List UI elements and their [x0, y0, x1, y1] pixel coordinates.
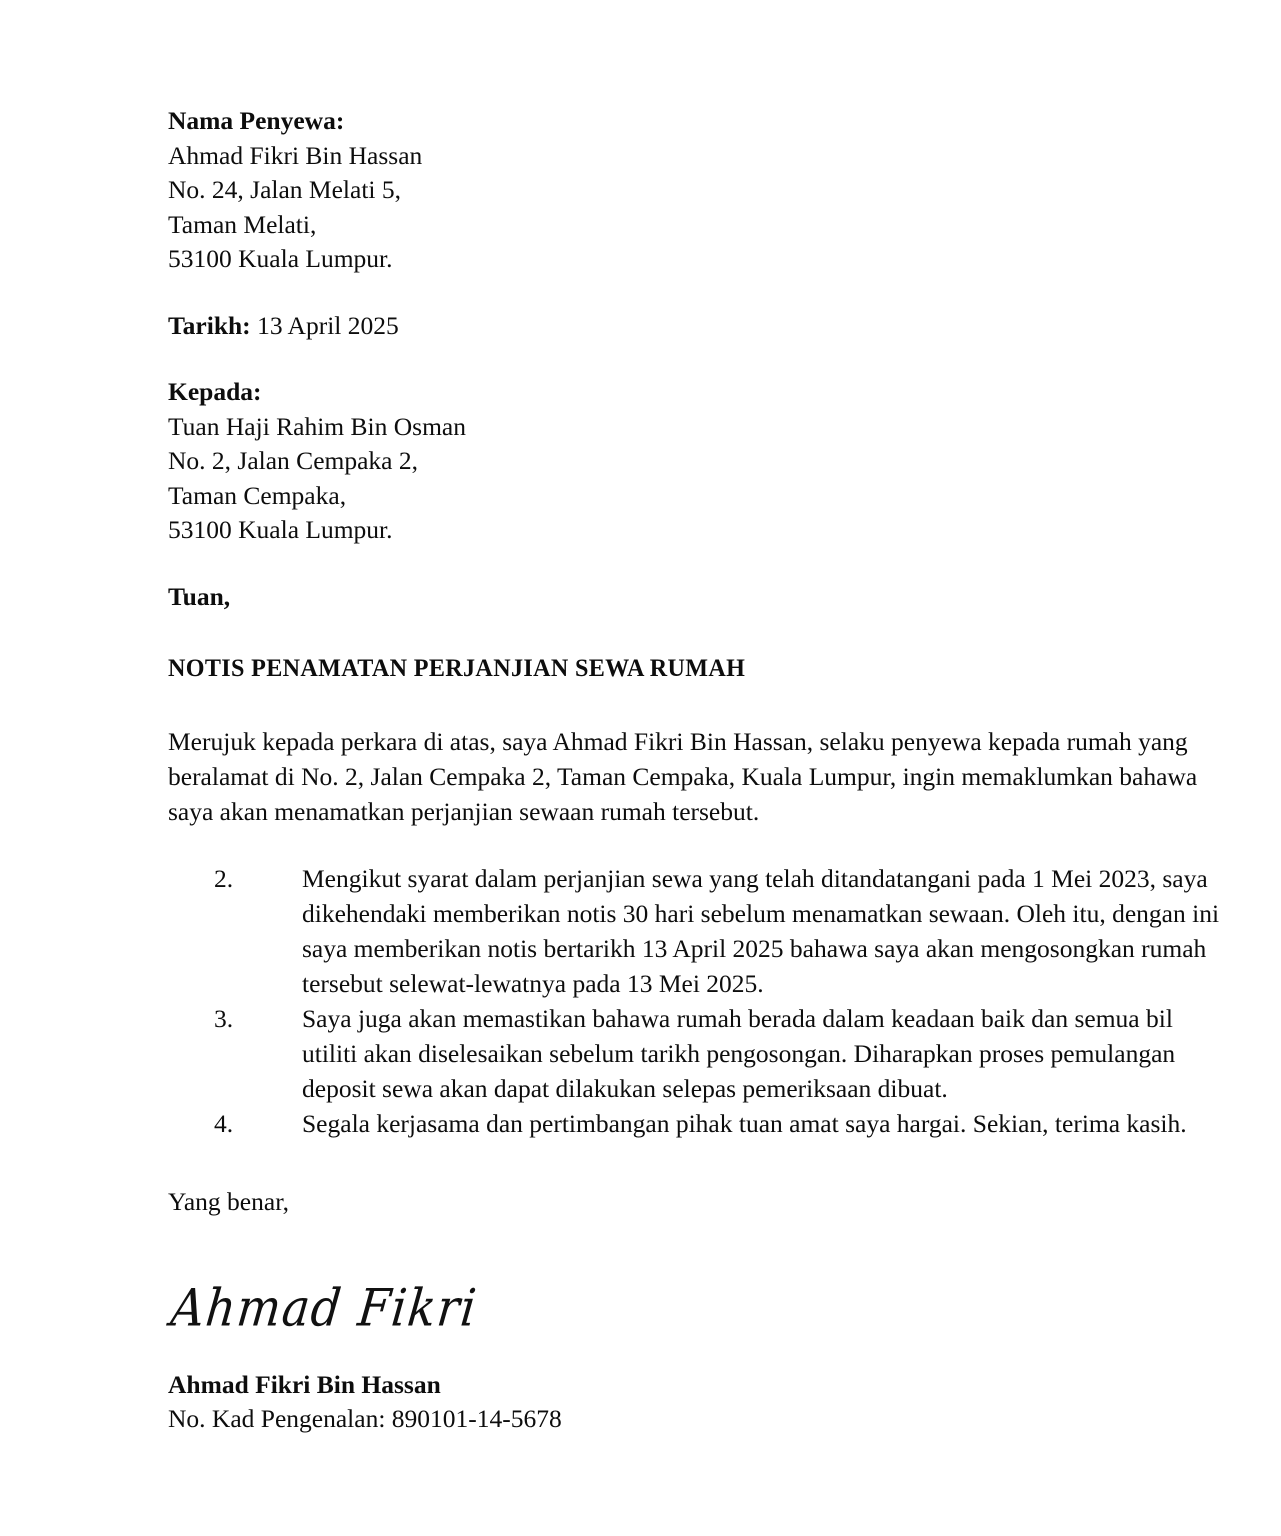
- recipient-address-line-2: Taman Cempaka,: [168, 480, 347, 510]
- date-line: [168, 309, 1225, 344]
- list-item: [214, 861, 1225, 1001]
- spacer: [168, 277, 1225, 309]
- list-item-text: Mengikut syarat dalam perjanjian sewa yang telah ditandatangani pada 1 Mei 2023, saya dikehendaki memberikan notis 30 hari sebelum menamatkan sewaan. Oleh itu, dengan ini saya memberikan notis bertarikh 13 April 2025 bahawa saya akan mengosongkan rumah tersebut selewat-lewatnya pada 13 Mei 2025.: [302, 864, 1220, 998]
- handwritten-signature: Ahmad Fikri: [168, 1276, 481, 1338]
- salutation: Tuan,: [168, 581, 231, 611]
- spacer: [168, 1220, 1225, 1282]
- spacer: [168, 614, 1225, 652]
- list-item-marker: 4.: [214, 1109, 234, 1138]
- spacer: [168, 1340, 1225, 1368]
- list-item: [214, 1001, 1225, 1106]
- sender-block: [168, 104, 1225, 277]
- sender-address-line-2: Taman Melati,: [168, 209, 317, 239]
- list-item-text: Saya juga akan memastikan bahawa rumah berada dalam keadaan baik dan semua bil utiliti akan diselesaikan sebelum tarikh pengosongan. Diharapkan proses pemulangan deposit sewa akan dapat dilakukan selepas pemeriksaan dibuat.: [302, 1004, 1176, 1103]
- sender-address-line-1: No. 24, Jalan Melati 5,: [168, 175, 401, 204]
- spacer: [168, 686, 1225, 724]
- recipient-label: Kepada:: [168, 377, 262, 406]
- list-item-text: Segala kerjasama dan pertimbangan pihak tuan amat saya hargai. Sekian, terima kasih.: [302, 1109, 1187, 1138]
- notice-list: [168, 861, 1225, 1141]
- recipient-name: Tuan Haji Rahim Bin Osman: [168, 411, 466, 441]
- signatory-ic-number: No. Kad Pengenalan: 890101-14-5678: [168, 1403, 562, 1433]
- recipient-address-line-3: 53100 Kuala Lumpur.: [168, 515, 393, 544]
- date-label: Tarikh:: [168, 310, 251, 340]
- list-item-marker: 3.: [214, 1004, 234, 1033]
- sender-address-line-3: 53100 Kuala Lumpur.: [168, 244, 393, 273]
- spacer: [168, 343, 1225, 375]
- subject-heading: NOTIS PENAMATAN PERJANJIAN SEWA RUMAH: [168, 655, 746, 682]
- date-value: 13 April 2025: [250, 310, 399, 340]
- list-item: [214, 1106, 1225, 1141]
- list-item-marker: 2.: [214, 864, 234, 893]
- recipient-block: [168, 375, 1225, 548]
- spacer: [168, 829, 1225, 861]
- signatory-name: Ahmad Fikri Bin Hassan: [168, 1369, 441, 1399]
- sender-name: Ahmad Fikri Bin Hassan: [168, 140, 423, 170]
- sender-label: Nama Penyewa:: [168, 106, 345, 135]
- spacer: [168, 1141, 1225, 1185]
- recipient-address-line-1: No. 2, Jalan Cempaka 2,: [168, 446, 418, 475]
- intro-paragraph: Merujuk kepada perkara di atas, saya Ahmad Fikri Bin Hassan, selaku penyewa kepada rumah yang beralamat di No. 2, Jalan Cempaka 2, Taman Cempaka, Kuala Lumpur, ingin memaklumkan bahawa saya akan menamatkan perjanjian sewaan rumah tersebut.: [168, 727, 1198, 826]
- spacer: [168, 548, 1225, 580]
- closing-line: Yang benar,: [168, 1187, 290, 1216]
